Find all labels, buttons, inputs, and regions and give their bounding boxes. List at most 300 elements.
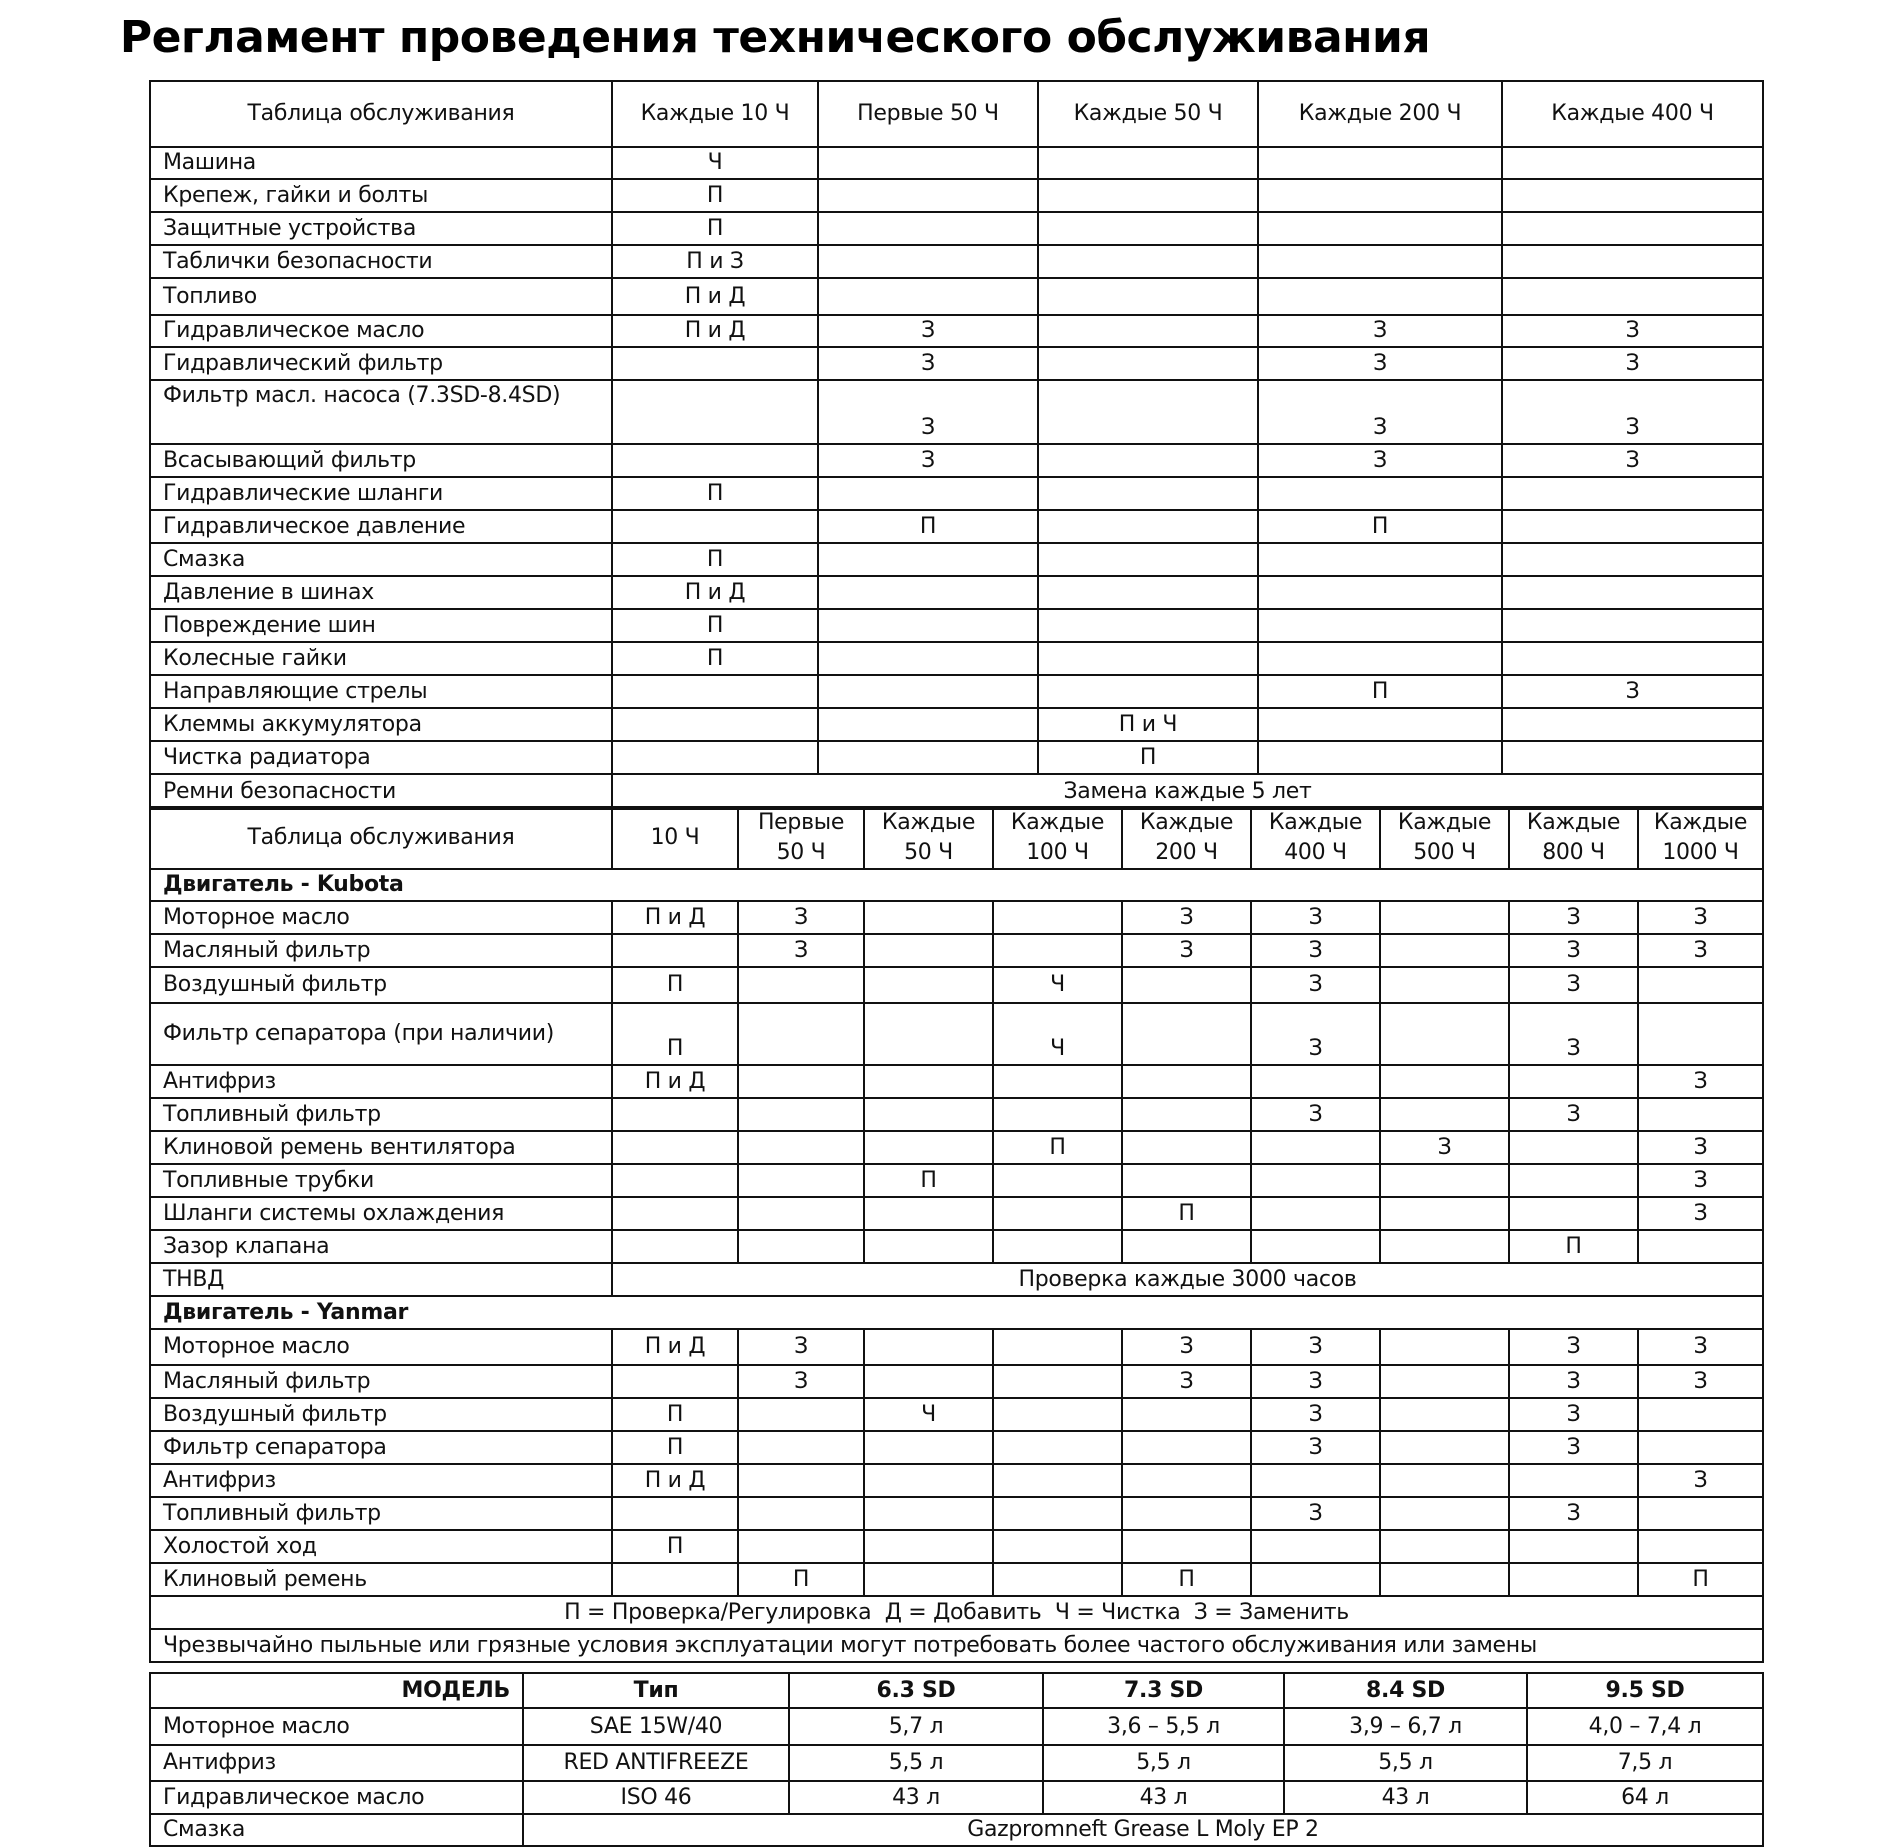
interval-cell [993, 1398, 1122, 1431]
interval-cell [864, 967, 993, 1003]
row-label: Фильтр сепаратора [150, 1431, 612, 1464]
fluid-volume: 64 л [1527, 1781, 1763, 1814]
engine-section-title: Двигатель - Yanmar [150, 1296, 1763, 1329]
interval-cell: П [1258, 675, 1502, 708]
table-row [150, 576, 1763, 609]
row-label: Топливный фильтр [150, 1098, 612, 1131]
interval-cell: П [1038, 741, 1258, 774]
interval-cell [818, 576, 1038, 609]
interval-cell: П [818, 510, 1038, 543]
interval-cell [864, 934, 993, 967]
interval-cell: З [738, 934, 864, 967]
interval-cell [1038, 543, 1258, 576]
interval-cell: З [1251, 1431, 1380, 1464]
interval-cell: П [612, 179, 818, 212]
row-label: Таблички безопасности [150, 245, 612, 278]
table-row [150, 212, 1763, 245]
table-row [150, 1431, 1763, 1464]
interval-cell: П [993, 1131, 1122, 1164]
interval-cell: З [1638, 1197, 1763, 1230]
fluid-type: ISO 46 [523, 1781, 789, 1814]
interval-cell [818, 708, 1038, 741]
interval-cell: З [1122, 1365, 1251, 1398]
interval-cell [738, 1131, 864, 1164]
fluid-volume: 43 л [1043, 1781, 1284, 1814]
interval-cell [1258, 741, 1502, 774]
interval-cell [612, 510, 818, 543]
row-label: Машина [150, 147, 612, 179]
interval-cell: З [1502, 315, 1763, 347]
interval-cell [1380, 934, 1509, 967]
interval-cell [1251, 1464, 1380, 1497]
fluids-capacity-table [149, 1672, 1764, 1847]
interval-cell [1258, 642, 1502, 675]
interval-cell [1122, 1003, 1251, 1065]
interval-cell: П [612, 1431, 738, 1464]
row-label: Всасывающий фильтр [150, 444, 612, 477]
interval-cell: П [612, 1003, 738, 1065]
interval-cell: З [1502, 444, 1763, 477]
interval-cell [993, 1098, 1122, 1131]
interval-cell [1380, 1530, 1509, 1563]
row-label: Давление в шинах [150, 576, 612, 609]
interval-cell: З [1638, 901, 1763, 934]
table-row [150, 1745, 1763, 1781]
interval-cell [612, 444, 818, 477]
row-label: Чистка радиатора [150, 741, 612, 774]
fluid-volume: 5,5 л [1284, 1745, 1527, 1781]
table-row [150, 1398, 1763, 1431]
fluid-volume: 43 л [1284, 1781, 1527, 1814]
interval-cell [993, 1464, 1122, 1497]
interval-cell [738, 1003, 864, 1065]
column-header-model-name: 8.4 SD [1284, 1673, 1527, 1708]
interval-cell: П [1122, 1563, 1251, 1596]
row-label: Гидравлический фильтр [150, 347, 612, 380]
interval-cell: З [1509, 967, 1638, 1003]
interval-cell: П и З [612, 245, 818, 278]
interval-cell [1038, 576, 1258, 609]
interval-cell [864, 1431, 993, 1464]
column-header-interval: Каждые 10 Ч [612, 81, 818, 147]
row-label: Клиновой ремень вентилятора [150, 1131, 612, 1164]
interval-cell [1258, 609, 1502, 642]
interval-cell [1380, 1464, 1509, 1497]
row-label: Топливные трубки [150, 1164, 612, 1197]
interval-cell: З [1251, 1398, 1380, 1431]
row-label: Клиновый ремень [150, 1563, 612, 1596]
interval-cell: П и Д [612, 1065, 738, 1098]
interval-cell [612, 934, 738, 967]
interval-cell [1038, 347, 1258, 380]
row-label: Гидравлическое масло [150, 315, 612, 347]
column-header-interval: Первые 50 Ч [738, 807, 864, 869]
interval-cell: З [818, 380, 1038, 444]
fluid-type: SAE 15W/40 [523, 1708, 789, 1745]
interval-cell [1122, 967, 1251, 1003]
table-row [150, 1497, 1763, 1530]
interval-cell [1258, 278, 1502, 315]
interval-cell: П и Ч [1038, 708, 1258, 741]
interval-cell [1509, 1563, 1638, 1596]
interval-cell [1638, 1003, 1763, 1065]
interval-cell: З [1258, 444, 1502, 477]
interval-cell [1638, 1530, 1763, 1563]
table-row [150, 1781, 1763, 1814]
section-row [150, 869, 1763, 901]
interval-cell [1251, 1197, 1380, 1230]
interval-cell [1380, 1230, 1509, 1263]
interval-cell [864, 1098, 993, 1131]
interval-cell [993, 1431, 1122, 1464]
interval-cell [738, 1530, 864, 1563]
interval-cell [1251, 1563, 1380, 1596]
interval-cell: П и Д [612, 278, 818, 315]
interval-cell [612, 741, 818, 774]
column-header-item: Таблица обслуживания [150, 81, 612, 147]
interval-cell [1380, 1329, 1509, 1365]
table-row [150, 380, 1763, 444]
engine-maintenance-table [149, 806, 1764, 1663]
interval-cell: Ч [993, 1003, 1122, 1065]
row-label: Крепеж, гайки и болты [150, 179, 612, 212]
interval-cell: Ч [864, 1398, 993, 1431]
interval-cell [1502, 245, 1763, 278]
row-label: Моторное масло [150, 1329, 612, 1365]
table-row [150, 510, 1763, 543]
interval-cell [1638, 1431, 1763, 1464]
row-label: Смазка [150, 543, 612, 576]
interval-cell: З [1509, 934, 1638, 967]
interval-cell [864, 1530, 993, 1563]
interval-cell [818, 543, 1038, 576]
interval-cell [1038, 278, 1258, 315]
table-row [150, 934, 1763, 967]
fluid-volume: 4,0 – 7,4 л [1527, 1708, 1763, 1745]
header-row [150, 807, 1763, 869]
interval-cell [1502, 179, 1763, 212]
interval-cell: З [1122, 934, 1251, 967]
interval-cell [1258, 576, 1502, 609]
interval-cell: З [1638, 934, 1763, 967]
column-header-type: Тип [523, 1673, 789, 1708]
column-header-interval: Каждые 400 Ч [1502, 81, 1763, 147]
column-header-interval: Каждые 500 Ч [1380, 807, 1509, 869]
interval-cell [738, 1230, 864, 1263]
interval-cell [1038, 444, 1258, 477]
interval-cell [1122, 1098, 1251, 1131]
interval-cell [1258, 147, 1502, 179]
interval-cell: Ч [612, 147, 818, 179]
interval-cell [818, 179, 1038, 212]
interval-cell: З [1638, 1464, 1763, 1497]
interval-cell [818, 741, 1038, 774]
interval-cell [1122, 1497, 1251, 1530]
interval-cell: П [738, 1563, 864, 1596]
seatbelt-note: Замена каждые 5 лет [612, 774, 1763, 809]
tnvd-note: Проверка каждые 3000 часов [612, 1263, 1763, 1296]
interval-cell: З [1251, 1497, 1380, 1530]
legend-row [150, 1596, 1763, 1629]
interval-cell [993, 1530, 1122, 1563]
interval-cell [993, 1164, 1122, 1197]
interval-cell: З [738, 1329, 864, 1365]
row-label: ТНВД [150, 1263, 612, 1296]
interval-cell: Ч [993, 967, 1122, 1003]
interval-cell [1380, 1431, 1509, 1464]
interval-cell [738, 1497, 864, 1530]
column-header-interval: Каждые 200 Ч [1122, 807, 1251, 869]
interval-cell: П [612, 967, 738, 1003]
interval-cell [993, 934, 1122, 967]
row-label: Гидравлическое давление [150, 510, 612, 543]
interval-cell: З [1638, 1131, 1763, 1164]
interval-cell [1638, 1497, 1763, 1530]
table-row [150, 543, 1763, 576]
interval-cell: З [1638, 1065, 1763, 1098]
row-label: Колесные гайки [150, 642, 612, 675]
interval-cell: З [1509, 1431, 1638, 1464]
warning-row [150, 1629, 1763, 1662]
interval-cell [612, 1497, 738, 1530]
row-label: Антифриз [150, 1464, 612, 1497]
row-label: Ремни безопасности [150, 774, 612, 809]
row-label: Моторное масло [150, 1708, 523, 1745]
interval-cell [1502, 642, 1763, 675]
interval-cell [1380, 967, 1509, 1003]
interval-cell: З [1509, 1398, 1638, 1431]
row-label: Фильтр сепаратора (при наличии) [150, 1003, 612, 1065]
interval-cell: З [1258, 315, 1502, 347]
interval-cell [864, 1003, 993, 1065]
column-header-model-name: 7.3 SD [1043, 1673, 1284, 1708]
column-header-interval: Каждые 50 Ч [864, 807, 993, 869]
table-row [150, 278, 1763, 315]
row-label: Зазор клапана [150, 1230, 612, 1263]
table-row-grease [150, 1814, 1763, 1846]
interval-cell [864, 1464, 993, 1497]
interval-cell [1258, 245, 1502, 278]
table-row [150, 444, 1763, 477]
interval-cell [993, 1197, 1122, 1230]
interval-cell [864, 1497, 993, 1530]
interval-cell [818, 642, 1038, 675]
interval-cell: П и Д [612, 1329, 738, 1365]
interval-cell [1038, 642, 1258, 675]
interval-cell [1638, 1230, 1763, 1263]
interval-cell [1380, 1497, 1509, 1530]
table-row [150, 1131, 1763, 1164]
interval-cell [1509, 1464, 1638, 1497]
interval-cell [1038, 179, 1258, 212]
interval-cell [1509, 1530, 1638, 1563]
interval-cell: П и Д [612, 315, 818, 347]
row-label: Гидравлическое масло [150, 1781, 523, 1814]
interval-cell [1502, 576, 1763, 609]
interval-cell [1380, 1164, 1509, 1197]
row-label: Воздушный фильтр [150, 967, 612, 1003]
fluid-volume: 7,5 л [1527, 1745, 1763, 1781]
interval-cell [1258, 477, 1502, 510]
interval-cell: П и Д [612, 576, 818, 609]
interval-cell: З [738, 1365, 864, 1398]
interval-cell [818, 675, 1038, 708]
interval-cell: З [818, 315, 1038, 347]
table-row [150, 147, 1763, 179]
interval-cell [1380, 1365, 1509, 1398]
interval-cell: П [1122, 1197, 1251, 1230]
interval-cell: З [1251, 934, 1380, 967]
interval-cell [818, 212, 1038, 245]
row-label: Воздушный фильтр [150, 1398, 612, 1431]
interval-cell: З [1251, 1329, 1380, 1365]
row-label: Повреждение шин [150, 609, 612, 642]
table-row [150, 1708, 1763, 1745]
interval-cell [818, 245, 1038, 278]
interval-cell [993, 1365, 1122, 1398]
interval-cell [1038, 212, 1258, 245]
interval-cell [1038, 147, 1258, 179]
interval-cell: З [1258, 347, 1502, 380]
table-row-seatbelts [150, 774, 1763, 809]
interval-cell [612, 1563, 738, 1596]
grease-product: Gazpromneft Grease L Moly EP 2 [523, 1814, 1763, 1846]
interval-cell: З [1638, 1365, 1763, 1398]
interval-cell: П [864, 1164, 993, 1197]
interval-cell: З [1509, 901, 1638, 934]
fluid-volume: 43 л [789, 1781, 1043, 1814]
interval-cell [738, 1065, 864, 1098]
column-header-interval: Первые 50 Ч [818, 81, 1038, 147]
interval-cell: З [1251, 901, 1380, 934]
interval-cell [1122, 1464, 1251, 1497]
interval-cell [1122, 1164, 1251, 1197]
interval-cell: П и Д [612, 1464, 738, 1497]
column-header-interval: Каждые 800 Ч [1509, 807, 1638, 869]
legend: П = Проверка/Регулировка Д = Добавить Ч = Чистка З = Заменить [150, 1596, 1763, 1629]
interval-cell [612, 1098, 738, 1131]
interval-cell [1502, 147, 1763, 179]
interval-cell [993, 1065, 1122, 1098]
interval-cell [1502, 510, 1763, 543]
interval-cell [818, 147, 1038, 179]
row-label: Шланги системы охлаждения [150, 1197, 612, 1230]
table-row [150, 179, 1763, 212]
interval-cell: П [612, 477, 818, 510]
row-label: Защитные устройства [150, 212, 612, 245]
column-header-interval: Каждые 200 Ч [1258, 81, 1502, 147]
row-label: Масляный фильтр [150, 1365, 612, 1398]
interval-cell [1509, 1065, 1638, 1098]
table-row [150, 245, 1763, 278]
table-row [150, 901, 1763, 934]
interval-cell [1258, 212, 1502, 245]
interval-cell [864, 1131, 993, 1164]
interval-cell [1038, 315, 1258, 347]
interval-cell: П [612, 1398, 738, 1431]
interval-cell: З [1638, 1164, 1763, 1197]
page-title: Регламент проведения технического обслуживания [119, 12, 1431, 63]
table-row [150, 1003, 1763, 1065]
interval-cell [993, 1497, 1122, 1530]
interval-cell [1038, 245, 1258, 278]
interval-cell [993, 901, 1122, 934]
interval-cell [993, 1563, 1122, 1596]
interval-cell [1502, 212, 1763, 245]
interval-cell [612, 675, 818, 708]
table-row [150, 609, 1763, 642]
interval-cell [1380, 1398, 1509, 1431]
interval-cell [612, 1131, 738, 1164]
fluid-volume: 5,5 л [1043, 1745, 1284, 1781]
interval-cell [1502, 543, 1763, 576]
table-row [150, 675, 1763, 708]
column-header-model-name: 9.5 SD [1527, 1673, 1763, 1708]
interval-cell: З [1502, 347, 1763, 380]
interval-cell [1638, 1398, 1763, 1431]
interval-cell [1038, 609, 1258, 642]
interval-cell: З [1509, 1497, 1638, 1530]
interval-cell [1258, 543, 1502, 576]
interval-cell [1122, 1431, 1251, 1464]
interval-cell [612, 1197, 738, 1230]
interval-cell [993, 1230, 1122, 1263]
interval-cell [612, 1164, 738, 1197]
table-row-tnvd [150, 1263, 1763, 1296]
interval-cell [1502, 477, 1763, 510]
row-label: Направляющие стрелы [150, 675, 612, 708]
row-label: Антифриз [150, 1065, 612, 1098]
table-row [150, 1065, 1763, 1098]
row-label: Топливный фильтр [150, 1497, 612, 1530]
column-header-interval: Каждые 1000 Ч [1638, 807, 1763, 869]
interval-cell: З [1122, 1329, 1251, 1365]
section-row [150, 1296, 1763, 1329]
interval-cell: П [612, 642, 818, 675]
interval-cell [1502, 741, 1763, 774]
interval-cell [738, 967, 864, 1003]
interval-cell [864, 1230, 993, 1263]
interval-cell: З [1638, 1329, 1763, 1365]
interval-cell: П [612, 212, 818, 245]
interval-cell: З [818, 444, 1038, 477]
interval-cell: П [612, 609, 818, 642]
column-header-model: МОДЕЛЬ [150, 1673, 523, 1708]
fluid-volume: 5,7 л [789, 1708, 1043, 1745]
interval-cell: З [738, 901, 864, 934]
table-row [150, 347, 1763, 380]
interval-cell: П [612, 543, 818, 576]
table-row [150, 477, 1763, 510]
row-label: Гидравлические шланги [150, 477, 612, 510]
row-label: Фильтр масл. насоса (7.3SD-8.4SD) [150, 380, 612, 444]
interval-cell: З [1509, 1329, 1638, 1365]
interval-cell [738, 1464, 864, 1497]
interval-cell [1502, 609, 1763, 642]
interval-cell [1638, 1098, 1763, 1131]
interval-cell: П [612, 1530, 738, 1563]
interval-cell: З [1251, 967, 1380, 1003]
interval-cell [993, 1329, 1122, 1365]
table-row [150, 1164, 1763, 1197]
interval-cell [864, 1065, 993, 1098]
interval-cell [1380, 1098, 1509, 1131]
column-header-interval: Каждые 400 Ч [1251, 807, 1380, 869]
interval-cell [1251, 1530, 1380, 1563]
table-row [150, 642, 1763, 675]
interval-cell [1638, 967, 1763, 1003]
interval-cell: З [1509, 1098, 1638, 1131]
